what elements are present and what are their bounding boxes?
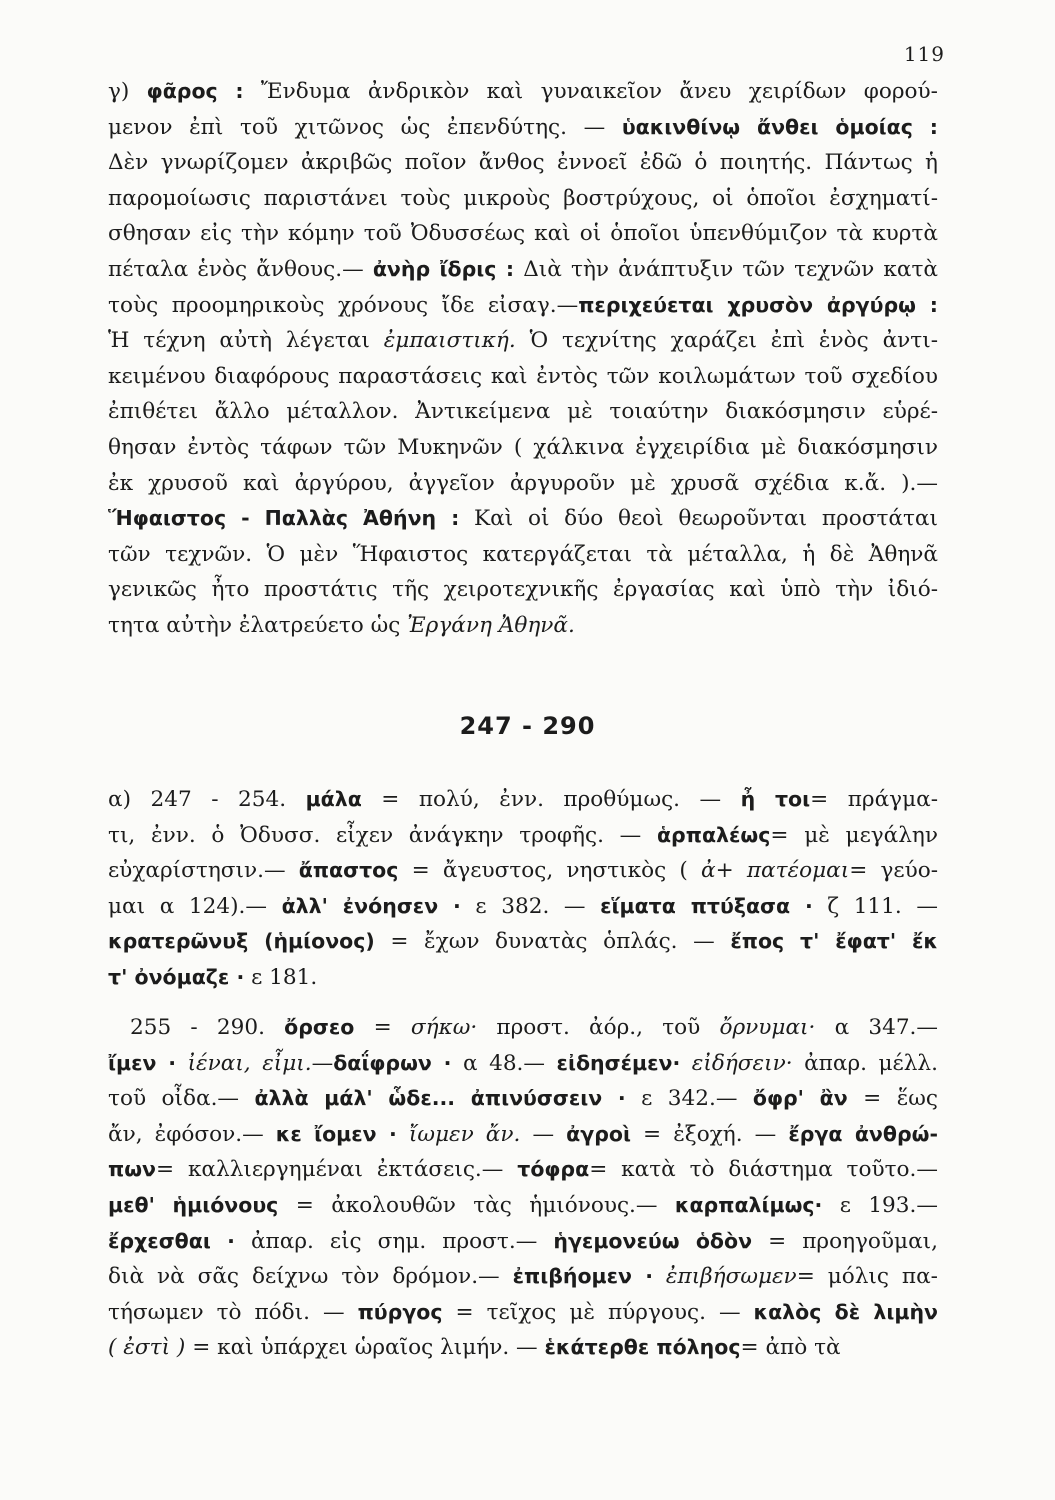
text-line xyxy=(108,323,938,359)
text-run: Ὁ τεχνίτης χαράζει ἐπὶ ἑνὸς ἀντι- xyxy=(515,328,938,354)
commentary-paragraph-gamma xyxy=(108,74,938,644)
italic-gloss: ἀ+ πατέομαι= xyxy=(700,858,868,884)
text-run: ζ 111. — xyxy=(812,893,938,919)
text-run: Καὶ οἱ δύο θεοὶ θεωροῦνται προστάται xyxy=(459,506,938,532)
text-run: = καλλιεργημέναι ἐκτάσεις.— xyxy=(156,1157,518,1183)
text-run: = τεῖχος μὲ πύργους. — xyxy=(442,1299,754,1325)
italic-gloss: ἴωμεν ἄν. xyxy=(408,1121,521,1147)
text-line xyxy=(108,501,938,537)
lemma: ἔπος τ' ἔφατ' ἔκ xyxy=(730,929,938,954)
lemma: ἑκάτερθε πόληος xyxy=(544,1335,741,1360)
text-line xyxy=(108,359,938,395)
text-line xyxy=(108,145,938,181)
text-run: ἀπαρ. μέλλ. xyxy=(792,1050,938,1076)
italic-gloss: ὄρνυμαι· xyxy=(719,1015,816,1040)
lemma: ἴμεν · xyxy=(108,1050,177,1075)
lemma: ὄφρ' ἂν xyxy=(752,1086,848,1111)
text-run: ε 193.— xyxy=(822,1192,938,1218)
italic-gloss: ( ἐστὶ ) xyxy=(108,1335,186,1361)
lemma: πύργος xyxy=(357,1299,443,1324)
text-line xyxy=(108,818,938,854)
text-run: = κατὰ τὸ διάστημα τοῦτο.— xyxy=(589,1157,939,1183)
lemma: τ' ὀνόμαζε · xyxy=(108,964,245,989)
text-run: εὐχαρίστησιν.— xyxy=(108,858,299,884)
text-run: ἄν, ἐφόσον.— xyxy=(108,1121,276,1147)
text-run: ε 342.— xyxy=(625,1086,753,1112)
section-heading: 247 - 290 xyxy=(459,712,596,740)
text-run: = xyxy=(354,1015,411,1040)
text-run: α 347.— xyxy=(815,1015,939,1040)
text-line xyxy=(108,1081,938,1117)
lemma: ἦ τοι xyxy=(740,787,811,811)
text-run: τι, ἐνν. ὁ Ὀδυσσ. εἶχεν ἀνάγκην τροφῆς. — xyxy=(108,822,657,848)
text-run: διὰ νὰ σᾶς δείχνω τὸν δρόμον.— xyxy=(108,1264,513,1290)
lemma: ἔργα ἀνθρώ- xyxy=(788,1121,938,1146)
text-run: — xyxy=(311,1050,334,1076)
text-run: τήσωμεν τὸ πόδι. — xyxy=(108,1299,358,1325)
lemma: μεθ' ἡμιόνους xyxy=(108,1192,279,1217)
text-run: = ἕως xyxy=(847,1086,938,1112)
page-number: 119 xyxy=(903,42,945,66)
text-run: ε 181. xyxy=(244,964,318,990)
text-run: Ἡ τέχνη αὐτὴ λέγεται xyxy=(108,328,384,354)
lemma: ἀγροὶ xyxy=(566,1121,631,1146)
text-run: μαι α 124).— xyxy=(108,893,282,919)
text-line xyxy=(108,1295,938,1331)
text-run: — xyxy=(520,1121,567,1147)
lemma: ἄπαστος xyxy=(298,858,399,883)
text-run: Διὰ τὴν ἀνάπτυξιν τῶν τεχνῶν κατὰ xyxy=(514,256,938,282)
text-run xyxy=(680,1051,692,1076)
lemma: δαΐφρων · xyxy=(333,1050,452,1075)
lemma: ἀνὴρ ἴδρις : xyxy=(372,256,515,281)
lemma: κε ἴομεν · xyxy=(275,1121,397,1146)
italic-gloss: σήκω· xyxy=(410,1015,478,1040)
text-line xyxy=(108,924,938,960)
text-run: = μὲ μεγάλην xyxy=(770,822,938,848)
italic-gloss: ἐπιβήσωμεν xyxy=(665,1264,797,1290)
lemma: κρατερῶνυξ (ἡμίονος) xyxy=(108,929,375,954)
text-run: = ἔχων δυνατὰς ὁπλάς. — xyxy=(374,929,731,955)
lemma: ἡγεμονεύω ὁδὸν xyxy=(553,1228,753,1253)
lemma: ἐπιβήομεν · xyxy=(512,1264,653,1289)
text-run: = καὶ ὑπάρχει ὡραῖος λιμήν. — xyxy=(185,1335,545,1361)
lemma: τόφρα xyxy=(517,1157,590,1182)
lemma: φᾶρος : xyxy=(146,79,244,103)
lemma: καλὸς δὲ λιμὴν xyxy=(753,1299,938,1324)
lemma: ὑακινθίνῳ ἄνθει ὁμοίας : xyxy=(621,114,938,139)
text-line xyxy=(108,960,938,996)
text-run: = ἄγευστος, νηστικὸς ( xyxy=(398,858,701,884)
italic-gloss: ἐμπαιστική. xyxy=(383,328,516,354)
commentary-paragraph-alpha xyxy=(108,782,938,996)
italic-gloss: Ἐργάνη Ἀθηνᾶ. xyxy=(407,612,575,638)
text-line xyxy=(108,889,938,925)
lemma: μάλα xyxy=(305,787,362,811)
lemma: καρπαλίμως· xyxy=(674,1192,823,1217)
text-line xyxy=(108,181,938,217)
text-line xyxy=(108,537,938,573)
text-line xyxy=(108,1330,938,1366)
lemma: ἀλλ' ἐνόησεν · xyxy=(281,893,461,918)
text-run: = προηγοῦμαι, xyxy=(752,1228,938,1254)
lemma: ἔρχεσθαι · xyxy=(108,1228,235,1253)
text-run: προστ. ἀόρ., τοῦ xyxy=(477,1015,720,1040)
lemma: Ἥφαιστος - Παλλὰς Ἀθήνη : xyxy=(108,506,460,531)
lemma: εἵματα πτύξασα · xyxy=(600,893,813,918)
text-line xyxy=(108,1152,938,1188)
italic-gloss: εἰδήσειν· xyxy=(691,1050,793,1076)
text-run: γενικῶς ἦτο προστάτις τῆς χειροτεχνικῆς ἐργασίας καὶ ὑπὸ τὴν ἰδιό- xyxy=(108,577,938,603)
text-run: μενον ἐπὶ τοῦ χιτῶνος ὡς ἐπενδύτης. — xyxy=(108,114,622,140)
text-line xyxy=(108,394,938,430)
text-run: = ἐξοχή. — xyxy=(630,1121,789,1147)
text-run: παρομοίωσις παριστάνει τοὺς μικροὺς βοστρύχους, οἱ ὁποῖοι ἐσχηματί- xyxy=(108,185,938,211)
text-run: ἐπιθέτει ἄλλο μέταλλον. Ἀντικείμενα μὲ τοιαύτην διακόσμησιν εὑρέ- xyxy=(108,399,938,425)
text-run: κειμένου διαφόρους παραστάσεις καὶ ἐντὸς τῶν κοιλωμάτων τοῦ σχεδίου xyxy=(108,363,938,389)
text-run: ε 382. — xyxy=(460,893,601,919)
text-line xyxy=(108,430,938,466)
text-run: τοὺς προομηρικοὺς χρόνους ἴδε εἰσαγ.— xyxy=(108,292,579,318)
text-line xyxy=(108,853,938,889)
text-run xyxy=(176,1051,188,1076)
text-line xyxy=(108,572,938,608)
text-run: τοῦ οἶδα.— xyxy=(108,1086,255,1112)
lemma: ἁρπαλέως xyxy=(656,822,771,847)
lemma: ὄρσεο xyxy=(284,1015,355,1039)
text-line xyxy=(108,1259,938,1295)
italic-gloss: ἰέναι, εἶμι. xyxy=(187,1050,312,1076)
text-run: ἀπαρ. εἰς σημ. προστ.— xyxy=(234,1228,554,1254)
text-run xyxy=(397,1122,409,1147)
text-run: πέταλα ἑνὸς ἄνθους.— xyxy=(108,256,373,282)
text-run: σθησαν εἰς τὴν κόμην τοῦ Ὀδυσσέως καὶ οἱ ὁποῖοι ὑπενθύμιζον τὰ κυρτὰ xyxy=(108,221,938,247)
text-line xyxy=(108,1046,938,1082)
text-run: γ) xyxy=(108,79,147,104)
text-run: γεύο- xyxy=(867,858,938,884)
text-line xyxy=(108,608,938,644)
lemma: εἰδησέμεν· xyxy=(556,1050,681,1075)
text-line xyxy=(108,1224,938,1260)
text-line xyxy=(108,1117,938,1153)
text-run: θησαν ἐντὸς τάφων τῶν Μυκηνῶν ( χάλκινα ἐγχειρίδια μὲ διακόσμησιν xyxy=(108,434,938,460)
text-run: τῶν τεχνῶν. Ὁ μὲν Ἥφαιστος κατεργάζεται τὰ μέταλλα, ἡ δὲ Ἀθηνᾶ xyxy=(108,541,938,567)
text-run: = ἀπὸ τὰ xyxy=(740,1335,841,1361)
text-run: τητα αὐτὴν ἐλατρεύετο ὡς xyxy=(108,612,408,638)
text-run: α 48.— xyxy=(451,1050,557,1076)
text-run: = πράγμα- xyxy=(810,787,938,812)
text-run: α) 247 - 254. xyxy=(108,787,306,812)
lemma: περιχεύεται χρυσὸν ἀργύρῳ : xyxy=(578,292,938,317)
text-line xyxy=(108,288,938,324)
text-run xyxy=(653,1264,666,1289)
text-run: Ἔνδυμα ἀνδρικὸν καὶ γυναικεῖον ἄνευ χειρίδων φορού- xyxy=(243,79,938,104)
lemma: ἀλλὰ μάλ' ὧδε... ἀπινύσσειν · xyxy=(254,1086,626,1111)
text-line xyxy=(108,782,938,818)
text-run: = πολύ, ἐνν. προθύμως. — xyxy=(361,787,741,812)
text-run: Δὲν γνωρίζομεν ἀκριβῶς ποῖον ἄνθος ἐννοεῖ ἐδῶ ὁ ποιητής. Πάντως ἡ xyxy=(108,150,938,176)
text-line xyxy=(108,252,938,288)
text-line xyxy=(108,216,938,252)
text-line xyxy=(108,110,938,146)
text-line xyxy=(108,74,938,110)
commentary-paragraph-255-290 xyxy=(108,1010,938,1366)
text-run: = μόλις πα- xyxy=(796,1264,938,1290)
text-run: 255 - 290. xyxy=(130,1015,285,1040)
lemma: πων xyxy=(108,1157,156,1182)
text-run: ἐκ χρυσοῦ καὶ ἀργύρου, ἀγγεῖον ἀργυροῦν μὲ χρυσᾶ σχέδια κ.ἄ. ).— xyxy=(108,470,938,496)
text-line xyxy=(108,466,938,502)
text-run: = ἀκολουθῶν τὰς ἡμιόνους.— xyxy=(278,1192,675,1218)
text-line xyxy=(108,1010,938,1046)
text-line xyxy=(108,1188,938,1224)
